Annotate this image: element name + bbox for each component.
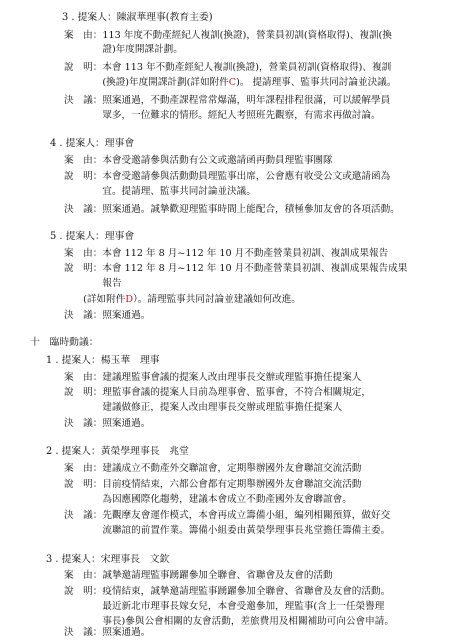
motion-3-line-5: 決 議：照案通過。 <box>64 627 151 638</box>
motion-1-line-2: 說 明：理監事會議的提案人目前為理事會、監事會，不符合相關規定， <box>64 387 371 398</box>
motion-2-header: 2 . 提案人：黃榮學理事長 兆堂 <box>46 446 189 457</box>
proposal-4-header: 4 . 提案人：理事會 <box>50 138 135 149</box>
proposal-3-resolution-line-1: 決 議：照案通過，不動產課程常常爆滿，明年課程排程很滿，可以緩解學員 <box>64 95 391 106</box>
motion-3-line-2: 說 明：疫情結束，誠摯邀請理監事踴躍參加全聯會、省聯會及友會的活動。 <box>64 586 391 597</box>
proposal-4-note-line-1: 說 明：本會受邀請參與活動動員理監事出席，公會應有收受公文或邀請函為 <box>64 171 391 182</box>
proposal-5-note-line-1: 說 明：本會 112 年 8 月~112 年 10 月不動產營業員初訓、複訓成果報告成果 <box>64 263 408 274</box>
proposal-5-case-line-1: 案 由：本會 112 年 8 月~112 年 10 月不動產營業員初訓、複訓成果報告 <box>64 248 389 259</box>
proposal-5-note-line-3 <box>64 294 301 306</box>
motion-3-line-3: 最近新北市理事長嫁女兒，本會受邀參加，理監事(含上一任榮譽理 <box>64 601 385 612</box>
proposal-3-resolution-line-2: 眾多，一位難求的情形。經紀人考照班先觀察，有需求再做討論。 <box>64 110 381 121</box>
proposal-5-note-text-a: (詳如附件 <box>64 294 126 305</box>
motion-3-line-1: 案 由：誠摯邀請理監事踴躍參加全聯會、省聯會及友會的活動 <box>64 570 333 581</box>
attachment-c-marker: C <box>228 77 237 88</box>
motion-1-line-1: 案 由：建議理監事會議的提案人改由理事長交辦或理監事擔任提案人 <box>64 372 362 383</box>
proposal-4-resolution-line-1: 決 議：照案通過。誠摯歡迎理監事時間上能配合，積極參加友會的各項活動。 <box>64 204 400 215</box>
motion-1-line-4: 決 議：照案通過。 <box>64 418 151 429</box>
motion-2-line-1: 案 由：建議成立不動產外交聯誼會，定期舉辦國外友會聯誼交流活動 <box>64 463 362 474</box>
attachment-d-marker: D <box>125 294 134 305</box>
proposal-4-note-line-2: 宜。提請理、監事共同討論並決議。 <box>64 186 256 197</box>
proposal-5-note-line-2: 報告 <box>64 278 122 289</box>
proposal-3-note-line-1: 說 明：本會 113 年不動產經紀人複訓(換證)，營業員初訓(資格取得)、複訓 <box>64 62 392 73</box>
motion-3-header: 3 . 提案人：宋理事長 文欽 <box>46 554 170 565</box>
proposal-3-header: 3 . 提案人：陳淑華理事(教育主委) <box>62 12 213 23</box>
proposal-3-note-line-2 <box>64 77 396 89</box>
motion-2-line-2: 說 明：目前疫情結束，六都公會都有定期舉辦國外友會聯誼交流活動 <box>64 479 362 490</box>
proposal-3-note-text-a: (換證)年度開課計劃(詳如附件 <box>64 77 229 88</box>
proposal-4-case-line-1: 案 由：本會受邀請參與活動有公文或邀請函再動員理監事團隊 <box>64 155 333 166</box>
proposal-3-case-line-1: 案 由：113 年度不動產經紀人複訓(換證)，營業員初訓(資格取得)、複訓(換 <box>64 30 392 41</box>
proposal-5-note-text-b: ）。請理監事共同討論並建議如何改進。 <box>133 294 301 305</box>
motion-2-line-3: 為因應國際化趨勢，建議本會成立不動產國外友會聯誼會。 <box>64 494 352 505</box>
motion-3-line-4: 事長)參與公會相關的友會活動，差旅費用及相關補助可向公會申請。 <box>64 616 394 627</box>
extempore-motions-title: 十 臨時動議： <box>30 337 99 348</box>
motion-1-header: 1 . 提案人：楊玉華 理事 <box>46 355 160 366</box>
motion-2-line-4: 決 議：先觀摩友會運作模式，本會再成立籌備小組，編列相關預算，做好交 <box>64 510 391 521</box>
proposal-5-header: 5 . 提案人：理事會 <box>50 231 135 242</box>
proposal-3-note-text-b: )。 提請理事、監事共同討論並決議。 <box>236 77 397 88</box>
proposal-5-resolution-line-1: 決 議：照案通過。 <box>64 310 151 321</box>
motion-1-line-3: 建議做修正，提案人改由理事長交辦或理監事擔任提案人 <box>64 402 343 413</box>
proposal-3-case-line-2: 證)年度開課計劃。 <box>64 44 183 55</box>
motion-2-line-5: 流聯誼的前置作業。籌備小組委由黃榮學理事長兆堂擔任籌備主委。 <box>64 525 391 536</box>
